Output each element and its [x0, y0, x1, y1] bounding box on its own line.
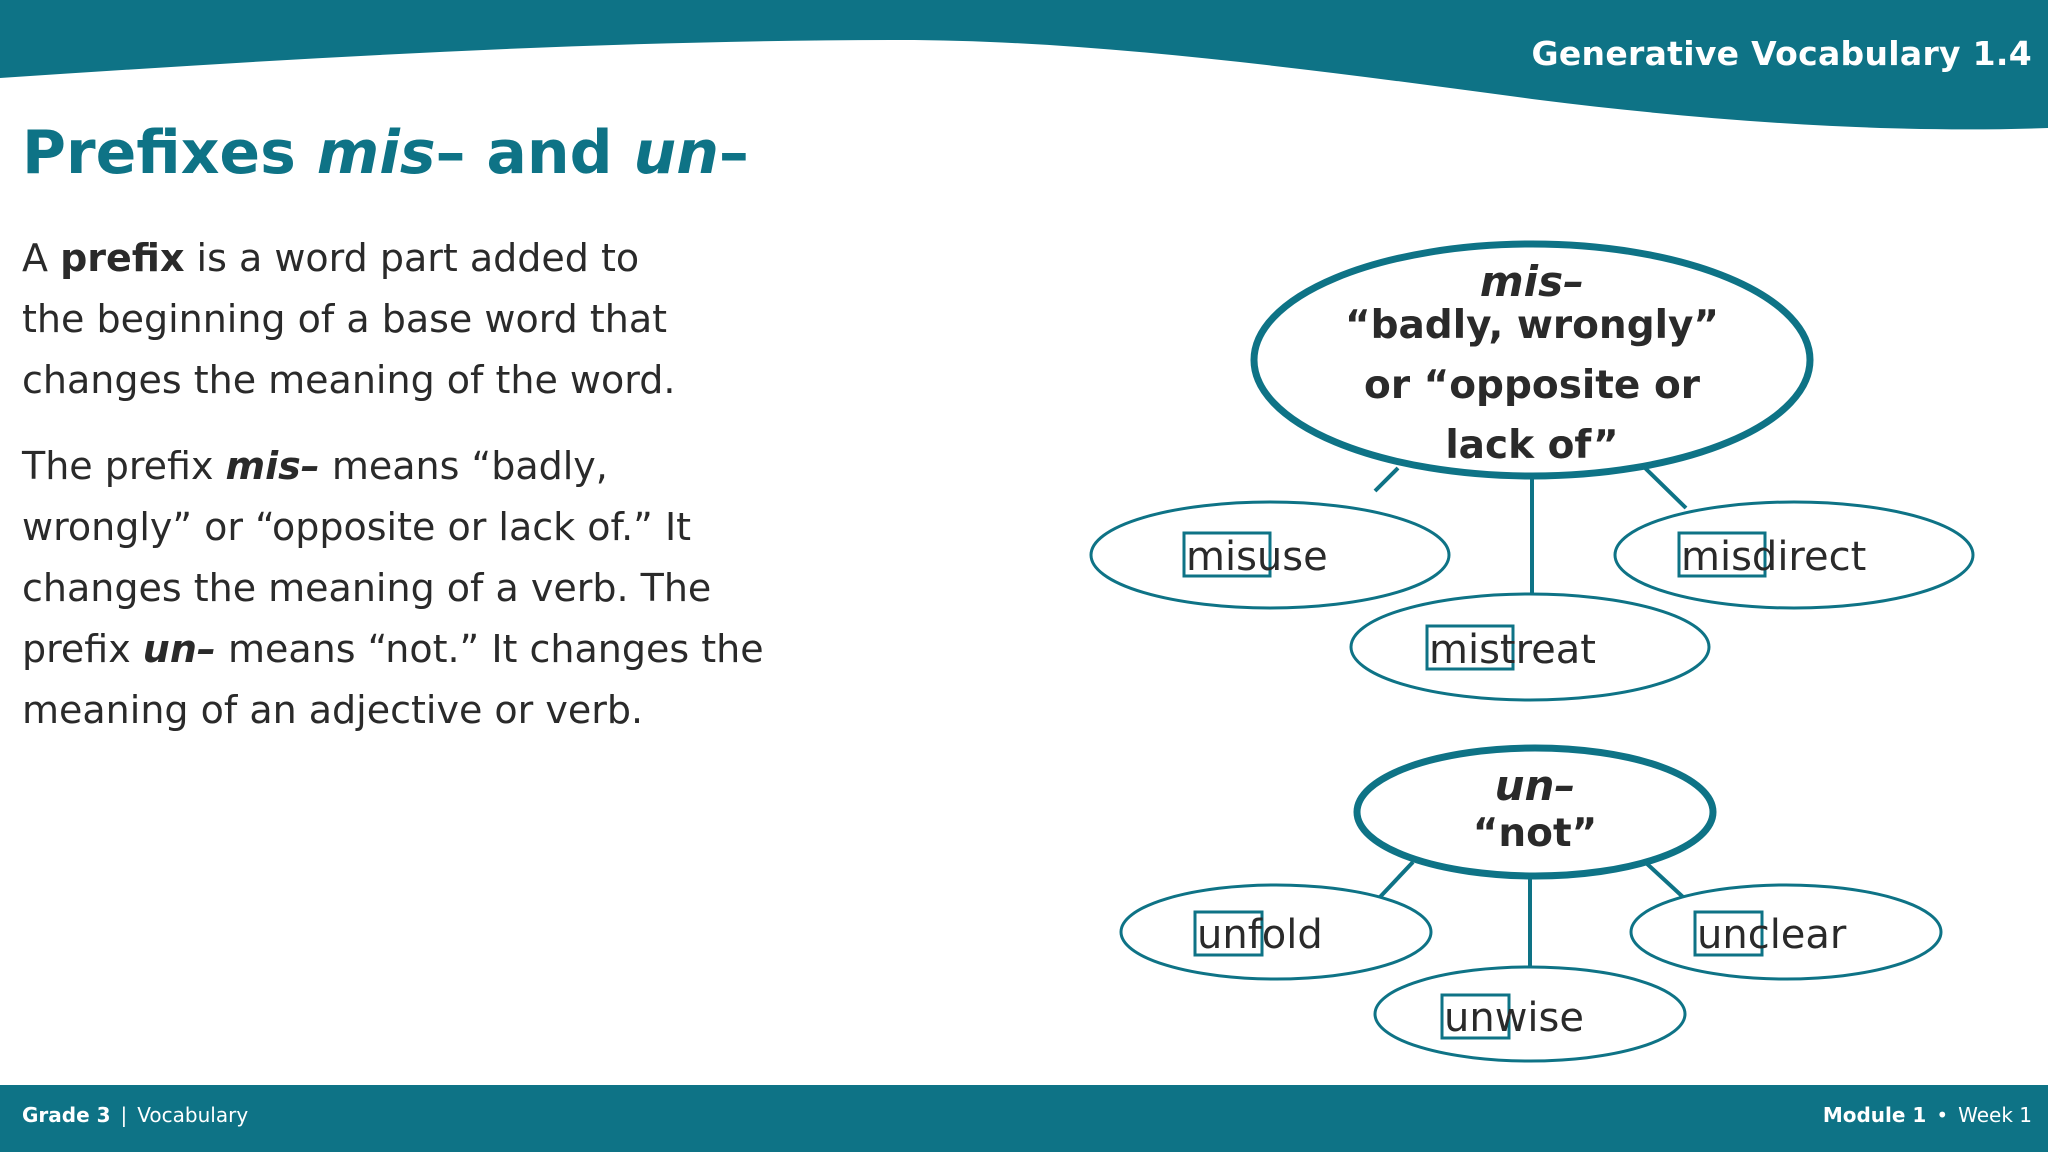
misdirect-prefix: mis [1681, 534, 1752, 580]
p1-pre: A [22, 236, 61, 280]
un-center-prefix: un– [1494, 761, 1576, 810]
p1-term: prefix [60, 236, 185, 280]
p2-line3: changes the meaning of a verb. The [22, 566, 712, 610]
p2-pre: The prefix [22, 444, 226, 488]
unwise-base: wise [1494, 995, 1584, 1041]
title-prefix-un: un [633, 118, 719, 188]
un-word-unfold [1121, 885, 1431, 979]
svg-text:misuse [1186, 534, 1328, 580]
title-dash2: – [718, 118, 749, 188]
footer-subject: Vocabulary [137, 1103, 249, 1127]
title-part1: Prefixes [22, 118, 317, 188]
mis-center-line1: “badly, wrongly” [1344, 303, 1720, 348]
p2-line4-pre: prefix [22, 627, 143, 671]
un-line-left [1380, 862, 1413, 897]
svg-text:mistreat [1429, 627, 1596, 673]
misuse-base: use [1256, 534, 1328, 580]
un-center-line1: “not” [1472, 811, 1598, 856]
unwise-prefix: un [1444, 995, 1495, 1041]
svg-text:unfold [1197, 912, 1323, 958]
mis-center-prefix: mis– [1479, 257, 1585, 306]
mis-center-line2: or “opposite or [1364, 363, 1700, 408]
title-prefix-mis: mis [316, 118, 436, 188]
unfold-base: fold [1247, 912, 1323, 958]
header-label: Generative Vocabulary 1.4 [1531, 34, 2032, 73]
p2-line1: means “badly, [319, 444, 608, 488]
p2-line5: meaning of an adjective or verb. [22, 688, 644, 732]
footer-grade: Grade 3 [22, 1103, 111, 1127]
p2-prefix-un: un– [142, 627, 216, 671]
p2-prefix-mis: mis– [225, 444, 320, 488]
un-word-unwise [1375, 967, 1685, 1061]
unclear-prefix: un [1697, 912, 1748, 958]
mis-center-line3: lack of” [1445, 423, 1619, 468]
svg-text:unwise [1444, 995, 1584, 1041]
footer-module: Module 1 [1822, 1103, 1927, 1127]
p1-line2: the beginning of a base word that [22, 297, 668, 341]
mis-word-mistreat [1351, 594, 1709, 700]
footer-right [1823, 1103, 2032, 1127]
un-word-unclear [1631, 885, 1941, 979]
mistreat-prefix: mis [1429, 627, 1500, 673]
unclear-base: clear [1747, 912, 1847, 958]
footer-left [22, 1103, 248, 1127]
mis-line-left [1375, 468, 1398, 491]
footer-bar [0, 1085, 2048, 1152]
svg-text:unclear [1697, 912, 1847, 958]
title-dash1: – and [435, 118, 634, 188]
misuse-prefix: mis [1186, 534, 1257, 580]
mistreat-base: treat [1499, 627, 1596, 673]
footer-bullet: • [1936, 1103, 1949, 1127]
p2-line2: wrongly” or “opposite or lack of.” It [22, 505, 692, 549]
p1-line3: changes the meaning of the word. [22, 358, 676, 402]
mis-line-right [1645, 468, 1686, 508]
mis-word-misuse [1091, 502, 1449, 608]
footer-week: Week 1 [1958, 1103, 2032, 1127]
p1-line1: is a word part added to [184, 236, 640, 280]
un-line-right [1645, 862, 1683, 897]
svg-text:misdirect [1681, 534, 1866, 580]
mis-word-misdirect [1615, 502, 1973, 608]
footer-divider: | [120, 1103, 128, 1127]
unfold-prefix: un [1197, 912, 1248, 958]
p2-line4: means “not.” It changes the [215, 627, 764, 671]
misdirect-base: direct [1751, 534, 1867, 580]
